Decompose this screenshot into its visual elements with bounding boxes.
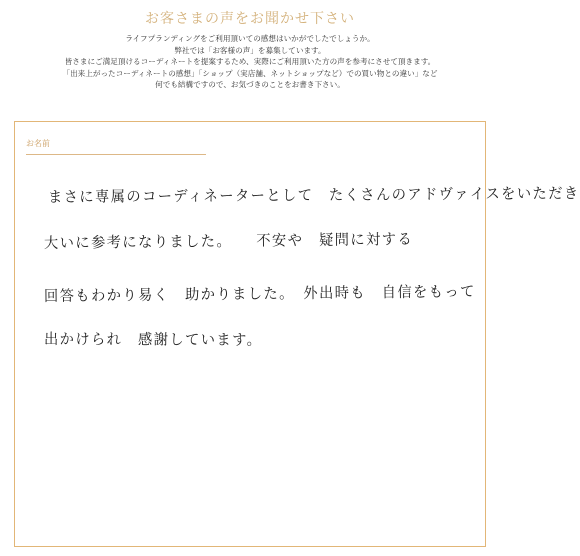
intro-text [0, 33, 500, 91]
name-label: お名前 [26, 139, 50, 148]
intro-line: 弊社では「お客様の声」を募集しています。 [174, 45, 326, 55]
intro-line: 「出来上がったコーディネートの感想」「ショップ（実店舗、ネットショップなど）での買い物との違い」など [62, 68, 438, 78]
handwritten-line: 大いに参考になりました。 不安や 疑問に対する [43, 229, 414, 252]
intro-line: ライフプランディングをご利用頂いての感想はいかがでしたでしょうか。 [125, 34, 375, 43]
handwritten-line: 回答もわかり易く 助かりました。 外出時も 自信をもって [43, 282, 476, 305]
intro-line: 皆さまにご満足頂けるコーディネートを提案するため、実際にご利用頂いた方の声を参考にさせて頂きます。 [64, 57, 436, 67]
handwritten-line: まさに専属のコーディネーターとして たくさんのアドヴァイスをいただき [47, 184, 580, 206]
name-underline [26, 154, 206, 155]
handwritten-line: 出かけられ 感謝しています。 [43, 330, 263, 349]
intro-line: 何でも結構ですので、お気づきのことをお書き下さい。 [155, 80, 345, 90]
page-title: お客さまの声をお聞かせ下さい [145, 11, 355, 27]
